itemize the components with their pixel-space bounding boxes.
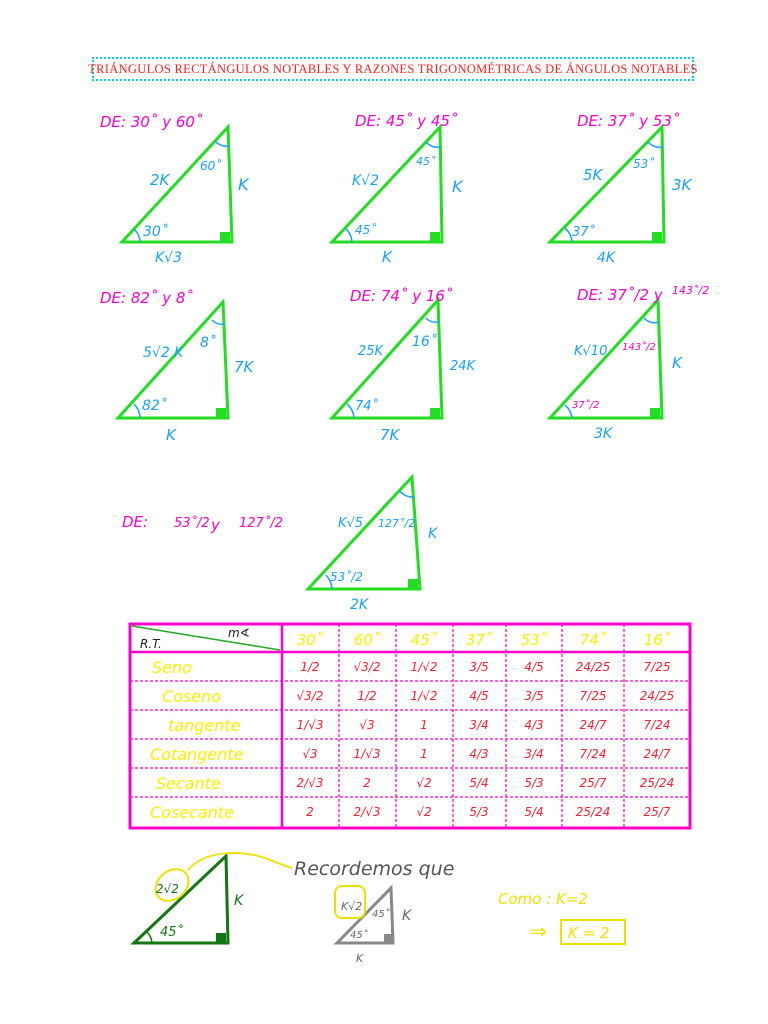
heading-45-45: DE: 45˚ y 45˚ [355,112,458,130]
base-label: K [166,426,176,444]
angle-bottom: 37˚ [572,225,596,240]
corner-bottom: R.T. [140,637,162,651]
table-cell: 25/24 [575,805,611,819]
triangle-30-60 [100,113,250,266]
right-angle-mark [652,232,662,241]
right-angle-mark [216,408,226,417]
heading-y: y [211,516,220,534]
right-angle-mark [650,408,660,417]
table-cell: 2 [363,776,371,790]
angle-bottom: 74˚ [355,399,379,414]
table-cell: 1 [420,747,428,761]
table-cell: 1/√2 [410,660,438,674]
row-name: Coseno [162,687,222,706]
table-header-angle: 37˚ [465,631,493,649]
base-label: 7K [380,426,400,444]
row-name: tangente [168,716,241,735]
triangle-37-53 [550,112,693,266]
angle-bottom: 45˚ [355,223,377,237]
table-cell: 7/24 [643,718,671,732]
heading-de: DE: [122,513,149,531]
heading-37half: DE: 37˚/2 y [577,286,663,304]
vert-label: 7K [234,358,254,376]
table-cell: √3 [359,718,375,732]
row-name: Secante [156,774,221,793]
table-cell: 5/4 [469,776,489,790]
table-cell: √2 [416,805,432,819]
table-cell: 24/7 [579,718,607,732]
triangle-18.5-71.5 [550,284,709,442]
heading-74-16: DE: 74˚ y 16˚ [350,287,453,305]
table-cell: 3/4 [469,718,489,732]
angle-top: 53˚ [633,157,655,171]
table-cell: 2/√3 [353,805,381,819]
hyp-label: 2K [150,171,170,189]
table-cell: 7/25 [579,689,607,703]
hyp-label: K√10 [574,344,608,359]
table-header-angle: 30˚ [296,631,324,649]
table-cell: 25/7 [643,805,671,819]
bottom-hyp: 2√2 [156,882,179,896]
bottom-vert: K [234,893,244,909]
base-label: K√3 [155,250,183,266]
page-title: TRIÁNGULOS RECTÁNGULOS NOTABLES Y RAZONES TRIGONOMÉTRICAS DE ÁNGULOS NOTABLES [88,61,698,76]
table-header-angle: 45˚ [410,631,438,649]
table-cell: 25/24 [639,776,675,790]
hyp-label: 25K [358,344,384,359]
right-angle-mark [430,408,440,417]
table-cell: 1 [420,718,428,732]
table-header-angle: 53˚ [520,631,548,649]
table-cell: 24/25 [639,689,675,703]
heading-37-53: DE: 37˚ y 53˚ [577,112,680,130]
como-text: Como : K=2 [498,890,588,908]
row-name: Cotangente [150,745,244,764]
hyp-label: K√2 [352,173,380,189]
connector-curve [188,853,292,870]
table-cell: √3/2 [353,660,381,674]
table-cell: 2 [306,805,314,819]
table-cell: 4/3 [524,718,544,732]
heading-30-60: DE: 30˚ y 60˚ [100,113,203,131]
vert-label: 3K [672,176,692,194]
right-angle-mark [430,232,440,241]
table-cell: √2 [416,776,432,790]
heading-53half: 53˚/2 [174,516,210,531]
row-name: Seno [152,658,192,677]
table-cell: 1/2 [357,689,377,703]
table-cell: 4/5 [524,660,544,674]
angle-top: 8˚ [200,335,216,351]
table-cell: 7/24 [579,747,607,761]
angle-bottom: 37˚/2 [572,400,600,411]
table-cell: 1/√2 [410,689,438,703]
angle-bottom: 30˚ [143,224,168,240]
table-cell: 1/√3 [296,718,324,732]
vert-label: 24K [450,359,476,374]
base-label: 3K [594,426,613,442]
table-cell: 24/7 [643,747,671,761]
table-cell: 4/5 [469,689,489,703]
heading-143half: 143˚/2 [672,284,710,297]
small-base: K [356,952,364,965]
table-cell: 3/5 [524,689,544,703]
base-label: 4K [597,250,616,266]
table-cell: 4/3 [469,747,489,761]
angle-top: 45˚ [416,155,436,168]
table-cell: 3/4 [524,747,544,761]
right-angle-mark [408,579,418,588]
angle-top: 127˚/2 [378,517,416,530]
table-cell: 3/5 [469,660,489,674]
table-cell: 7/25 [643,660,671,674]
small-vert: K [402,908,412,924]
table-header-angle: 16˚ [643,631,671,649]
angle-bottom: 82˚ [142,398,167,414]
result-text: K = 2 [568,924,610,942]
triangle-26.5-63.5 [122,477,439,613]
vert-label: K [452,177,463,196]
trig-table [130,624,690,828]
vert-label: K [238,175,249,194]
vert-label: K [672,354,682,372]
small-hyp: K√2 [341,900,363,913]
triangle-82-8 [100,289,255,444]
table-cell: 5/4 [524,805,544,819]
triangle-74-16 [332,287,477,444]
heading-127half: 127˚/2 [239,516,283,531]
table-cell: √3/2 [296,689,324,703]
corner-top: m∢ [228,626,250,640]
table-cell: 25/7 [579,776,607,790]
angle-top: 16˚ [412,334,437,350]
angle-bottom: 53˚/2 [330,570,363,584]
table-header-angle: 74˚ [579,631,607,649]
table-cell: 2/√3 [296,776,324,790]
triangle-45-45 [332,112,464,266]
hyp-label: K√5 [338,516,364,531]
remember-text: Recordemos que [294,858,455,880]
small-angle-bottom: 45˚ [350,930,368,941]
angle-top: 60˚ [200,159,222,173]
table-cell: 1/2 [300,660,320,674]
base-label: 2K [350,597,369,613]
table-cell: 24/25 [575,660,611,674]
right-angle-mark [220,232,230,241]
angle-top: 143˚/2 [622,342,656,353]
table-cell: √3 [302,747,318,761]
table-cell: 5/3 [469,805,489,819]
right-angle-mark [384,934,392,942]
right-angle-mark [216,933,226,942]
table-cell: 5/3 [524,776,544,790]
bottom-angle: 45˚ [160,925,184,940]
heading-82-8: DE: 82˚ y 8˚ [100,289,193,307]
hyp-label: 5√2 K [143,345,184,361]
small-angle-top: 45˚ [372,909,390,920]
table-header-angle: 60˚ [353,631,381,649]
implies-arrow-icon: ⇒ [530,919,547,943]
table-cell: 1/√3 [353,747,381,761]
base-label: K [382,248,392,266]
hyp-label: 5K [583,166,603,184]
row-name: Cosecante [150,803,234,822]
bottom-example [134,853,625,965]
vert-label: K [428,526,438,542]
